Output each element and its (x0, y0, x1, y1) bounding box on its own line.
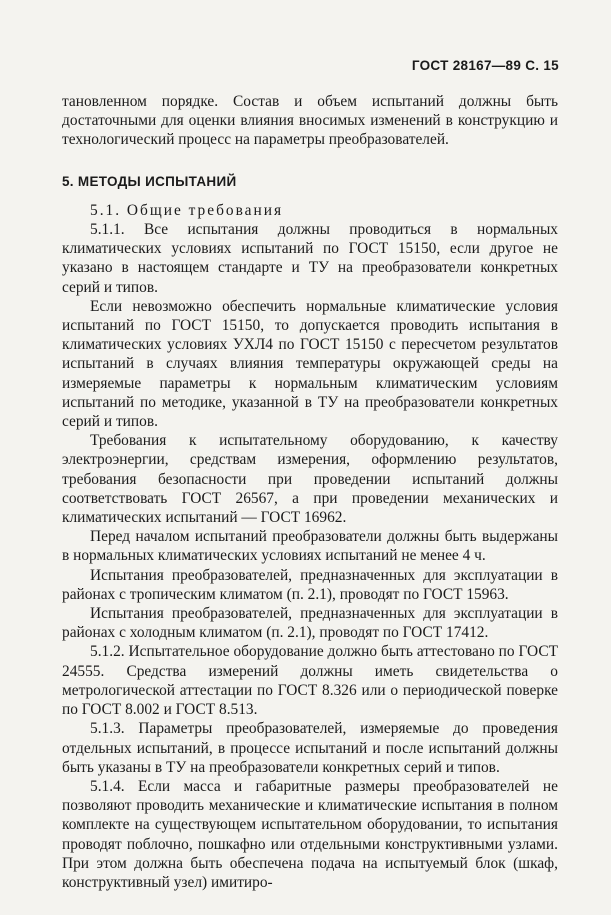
paragraph-equipment-requirements: Требования к испытательному оборудованию, к качеству электроэнергии, средствам измерения, оформлению результатов, требования безопасности при проведении испытаний должны соответствовать ГОСТ 26567, а при проведении механических и климатических испытаний — ГОСТ 16962. (62, 432, 558, 527)
paragraph-cold: Испытания преобразователей, предназначенных для эксплуатации в районах с холодным климатом (п. 2.1), проводят по ГОСТ 17412. (62, 605, 558, 642)
section-heading: 5. МЕТОДЫ ИСПЫТАНИЙ (62, 173, 237, 189)
paragraph-5-1-4: 5.1.4. Если масса и габаритные размеры преобразователей не позволяют проводить механические и климатические испытания в полном комплекте на существующем испытательном оборудовании, то испытания проводят поблочно, пошкафно или отдельными конструктивными узлами. При этом должна быть обеспечена подача на испытуемый блок (шкаф, конструктивный узел) имитиро- (62, 777, 558, 891)
document-body (62, 92, 558, 892)
paragraph-5-1-3: 5.1.3. Параметры преобразователей, измеряемые до проведения отдельных испытаний, в процессе испытаний и после испытаний должны быть указаны в ТУ на преобразователи конкретных серий и типов. (62, 720, 558, 776)
subsection-heading: 5.1. Общие требования (90, 201, 284, 219)
paragraph-tropical: Испытания преобразователей, предназначенных для эксплуатации в районах с тропическим климатом (п. 2.1), проводят по ГОСТ 15963. (62, 566, 558, 603)
paragraph-conditioning: Перед началом испытаний преобразователи должны быть выдержаны в нормальных климатических условиях испытаний не менее 4 ч. (62, 528, 558, 565)
paragraph-climate-conditions: Если невозможно обеспечить нормальные климатические условия испытаний по ГОСТ 15150, то допускается проводить испытания в климатических условиях УХЛ4 по ГОСТ 15150 с пересчетом результатов испытаний в случаях влияния температуры окружающей среды на измеряемые параметры к нормальным климатическим условиям испытаний по методике, указанной в ТУ на преобразователи конкретных серий и типов. (62, 297, 558, 431)
paragraph-5-1-2: 5.1.2. Испытательное оборудование должно быть аттестовано по ГОСТ 24555. Средства измерений должны иметь свидетельства о метрологической аттестации по ГОСТ 8.326 или о периодической поверке по ГОСТ 8.002 и ГОСТ 8.513. (62, 643, 558, 719)
page-header: ГОСТ 28167—89 С. 15 (411, 58, 559, 73)
paragraph-continued: тановленном порядке. Состав и объем испытаний должны быть достаточными для оценки влияния вносимых изменений в конструкцию и технологический процесс на параметры преобразователей. (62, 93, 558, 149)
paragraph-5-1-1: 5.1.1. Все испытания должны проводиться в нормальных климатических условиях испытаний по ГОСТ 15150, если другое не указано в настоящем стандарте и ТУ на преобразователи конкретных серий и типов. (62, 221, 558, 296)
